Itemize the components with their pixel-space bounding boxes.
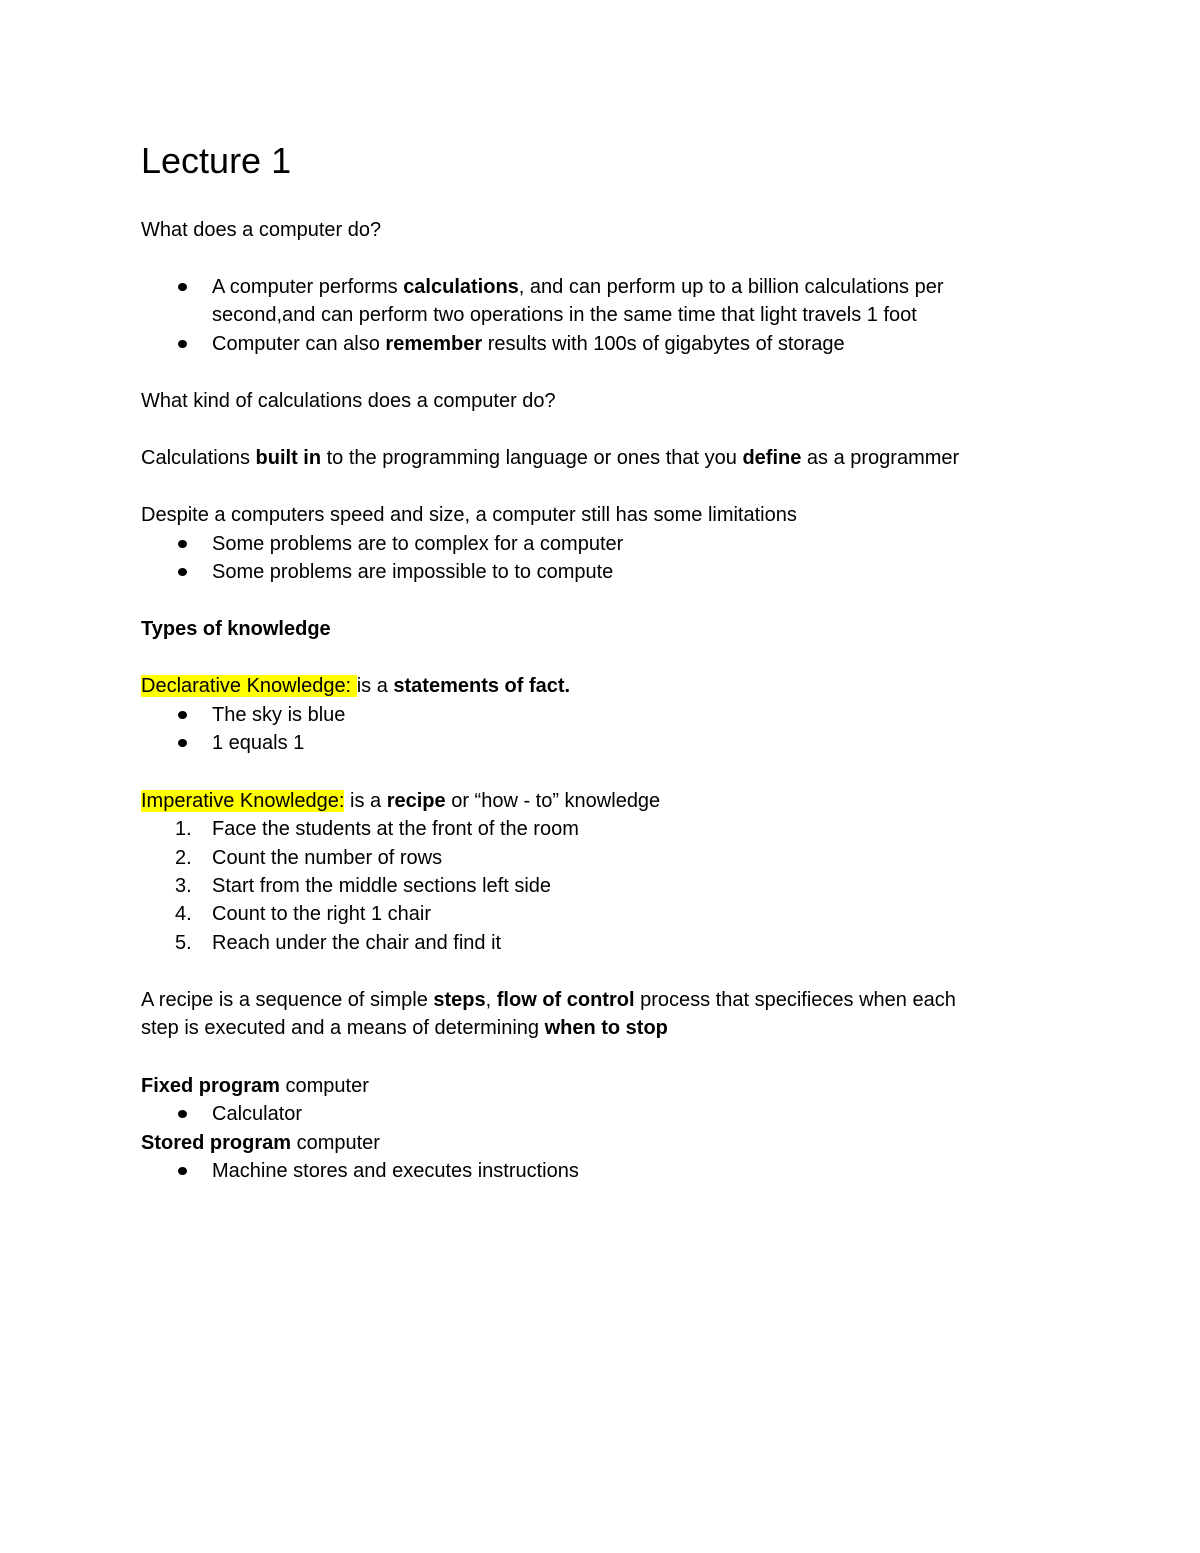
list-item: Some problems are impossible to to compute — [212, 561, 614, 583]
recipe-paragraph-cont: step is executed and a means of determining when to stop — [141, 1017, 668, 1039]
numbered-list-item: Reach under the chair and find it — [212, 932, 502, 954]
question-what-kind: What kind of calculations does a computer do? — [141, 390, 556, 412]
list-item-calculations-cont: second,and can perform two operations in the same time that light travels 1 foot — [212, 304, 917, 326]
list-number: 2. — [175, 847, 192, 869]
list-item: 1 equals 1 — [212, 732, 305, 754]
bullet-icon — [178, 1110, 187, 1118]
stored-program-line: Stored program computer — [141, 1132, 380, 1154]
recipe-paragraph: A recipe is a sequence of simple steps, flow of control process that specifieces when each — [141, 989, 956, 1011]
declarative-definition: Declarative Knowledge: is a statements of fact. — [141, 675, 571, 697]
list-number: 1. — [175, 818, 192, 840]
imperative-definition: Imperative Knowledge: is a recipe or “how - to” knowledge — [141, 790, 661, 812]
bullet-icon — [178, 711, 187, 719]
page-title: Lecture 1 — [141, 140, 292, 181]
numbered-list-item: Start from the middle sections left side — [212, 875, 552, 897]
fixed-program-line: Fixed program computer — [141, 1075, 369, 1097]
bullet-icon — [178, 340, 187, 348]
numbered-list-item: Count the number of rows — [212, 847, 443, 869]
list-item: The sky is blue — [212, 704, 346, 726]
list-item: Calculator — [212, 1103, 303, 1125]
bullet-icon — [178, 283, 187, 291]
section-heading-types: Types of knowledge — [141, 618, 331, 640]
list-item-remember: Computer can also remember results with 100s of gigabytes of storage — [212, 333, 845, 355]
question-what-does-computer-do: What does a computer do? — [141, 219, 382, 241]
list-item-calculations: A computer performs calculations, and can perform up to a billion calculations per — [212, 276, 944, 298]
numbered-list-item: Face the students at the front of the room — [212, 818, 579, 840]
highlighted-term: Imperative Knowledge: — [141, 790, 345, 812]
list-number: 5. — [175, 932, 192, 954]
list-number: 4. — [175, 903, 192, 925]
bullet-icon — [178, 1167, 187, 1175]
limitations-paragraph: Despite a computers speed and size, a computer still has some limitations — [141, 504, 797, 526]
highlighted-term: Declarative Knowledge: — [141, 675, 357, 697]
bullet-icon — [178, 568, 187, 576]
bullet-icon — [178, 540, 187, 548]
bullet-icon — [178, 739, 187, 747]
numbered-list-item: Count to the right 1 chair — [212, 903, 432, 925]
list-item: Machine stores and executes instructions — [212, 1160, 579, 1182]
list-item: Some problems are to complex for a computer — [212, 533, 624, 555]
calculations-paragraph: Calculations built in to the programming language or ones that you define as a programmer — [141, 447, 960, 469]
list-number: 3. — [175, 875, 192, 897]
